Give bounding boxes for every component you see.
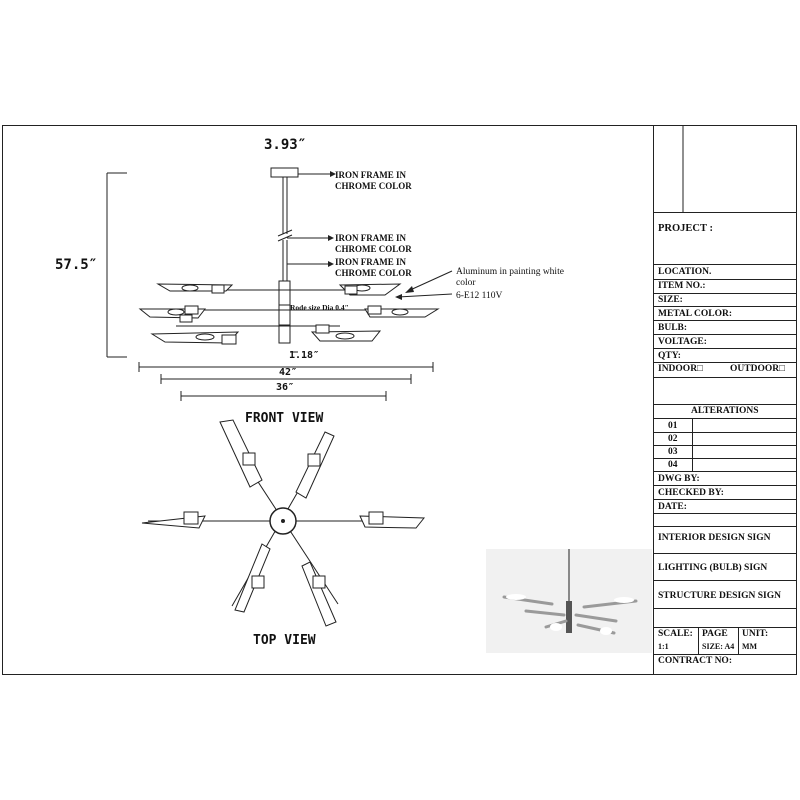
structure-design-sign: STRUCTURE DESIGN SIGN bbox=[658, 591, 782, 601]
dwg-by-label: DWG BY: bbox=[658, 474, 700, 484]
interior-design-sign: INTERIOR DESIGN SIGN bbox=[658, 533, 771, 543]
unit-label: UNIT: bbox=[742, 629, 769, 639]
page-size-label: SIZE: A4 bbox=[702, 642, 735, 651]
size-label: SIZE: bbox=[658, 295, 683, 305]
location-label: LOCATION. bbox=[658, 267, 712, 277]
alteration-row-03: 03 bbox=[668, 447, 678, 457]
unit-value: MM bbox=[742, 642, 758, 651]
scale-label: SCALE: bbox=[658, 629, 693, 639]
voltage-label: VOLTAGE: bbox=[658, 337, 707, 347]
stem-frame-label-line2: CHROME COLOR bbox=[335, 244, 412, 254]
body-frame-label-line1: IRON FRAME IN bbox=[335, 257, 406, 267]
alteration-row-02: 02 bbox=[668, 434, 678, 444]
aluminum-label-line2: color bbox=[456, 278, 476, 288]
checked-by-label: CHECKED BY: bbox=[658, 488, 724, 498]
product-photo bbox=[486, 549, 652, 653]
alteration-row-01: 01 bbox=[668, 421, 678, 431]
inner-width-dimension: 36″ bbox=[276, 382, 295, 393]
outdoor-checkbox-label: OUTDOOR□ bbox=[730, 364, 785, 374]
alterations-heading: ALTERATIONS bbox=[691, 406, 759, 416]
alteration-row-04: 04 bbox=[668, 460, 678, 470]
product-photo-image bbox=[486, 549, 652, 653]
qty-label: QTY: bbox=[658, 351, 681, 361]
lighting-bulb-sign: LIGHTING (BULB) SIGN bbox=[658, 563, 768, 573]
canopy-frame-label-line2: CHROME COLOR bbox=[335, 181, 412, 191]
scale-value: 1:1 bbox=[658, 642, 669, 651]
top-width-dimension: 3.93″ bbox=[264, 137, 307, 153]
item-no-label: ITEM NO.: bbox=[658, 281, 706, 291]
bulb-label: 6-E12 110V bbox=[456, 291, 503, 301]
top-view-title: TOP VIEW bbox=[253, 633, 316, 648]
page-label: PAGE bbox=[702, 629, 728, 639]
height-dimension: 57.5″ bbox=[55, 257, 98, 273]
contract-no-label: CONTRACT NO: bbox=[658, 656, 732, 666]
body-frame-label-line2: CHROME COLOR bbox=[335, 268, 412, 278]
metal-color-label: METAL COLOR: bbox=[658, 309, 732, 319]
rod-bottom-dimension: 1.18″ bbox=[289, 350, 320, 361]
date-label: DATE: bbox=[658, 502, 687, 512]
canopy-frame-label-line1: IRON FRAME IN bbox=[335, 170, 406, 180]
stem-frame-label-line1: IRON FRAME IN bbox=[335, 233, 406, 243]
project-label: PROJECT : bbox=[658, 223, 713, 234]
outer-width-dimension: 42″ bbox=[279, 367, 298, 378]
indoor-checkbox-label: INDOOR□ bbox=[658, 364, 703, 374]
front-view-title: FRONT VIEW bbox=[245, 411, 324, 426]
bulb-field-label: BULB: bbox=[658, 323, 688, 333]
aluminum-label-line1: Aluminum in painting white bbox=[456, 267, 564, 277]
rod-size-label: Rode size Dia 0.4″ bbox=[290, 303, 349, 312]
